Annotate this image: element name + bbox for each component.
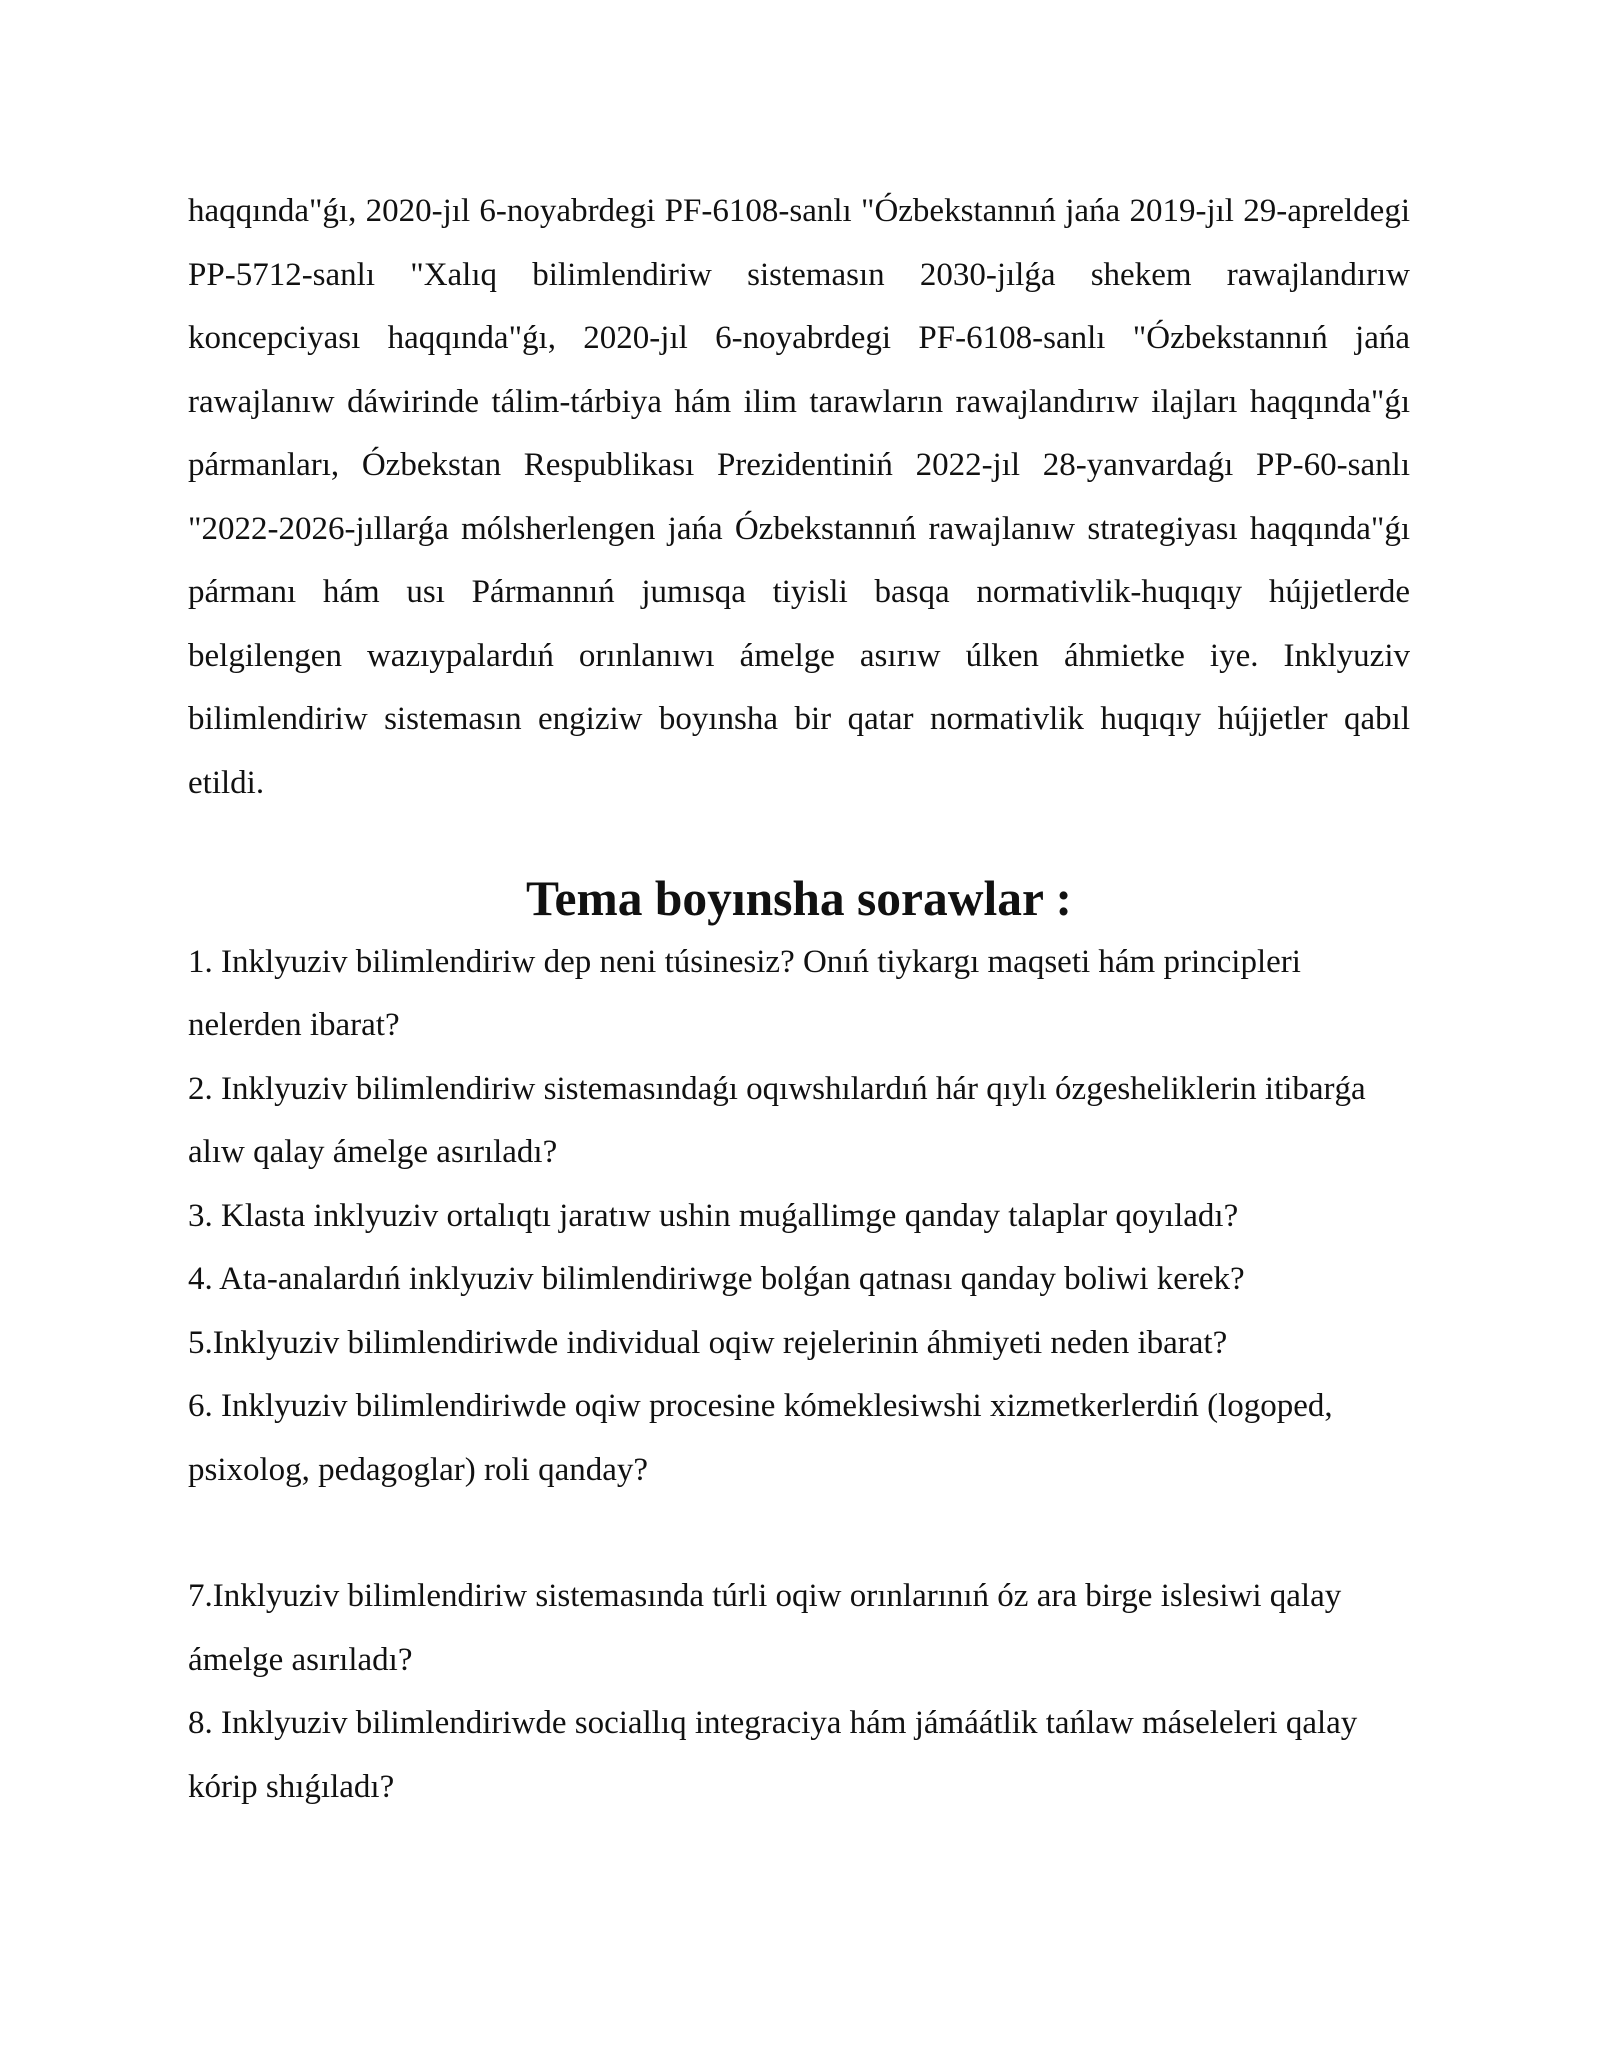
question-item-2: 2. Inklyuziv bilimlendiriw sistemasındaǵı oqıwshılardıń hár qıylı ózgesheliklerin itibarǵa alıw qalay ámelge asırıladı? — [188, 1070, 1366, 1170]
spacer — [188, 815, 1410, 867]
question-item-8: 8. Inklyuziv bilimlendiriwde sociallıq integraciya hám jámáátlik tańlaw máseleleri qalay kórip shıǵıladı? — [188, 1705, 1358, 1805]
questions-heading: Tema boyınsha sorawlar : — [526, 871, 1072, 926]
question-item-1: 1. Inklyuziv bilimlendiriw dep neni túsinesiz? Onıń tiykargı maqseti hám principleri nelerden ibarat? — [188, 943, 1301, 1043]
spacer — [188, 1502, 1410, 1565]
document-page — [188, 180, 1410, 1819]
body-paragraph: haqqında"ǵı, 2020-jıl 6-noyabrdegi PF-6108-sanlı "Ózbekstannıń jańa 2019-jıl 29-apreldegi PP-5712-sanlı "Xalıq bilimlendiriw sistemasın 2030-jılǵa shekem rawajlandırıw koncepciyası haqqında"ǵı, 2020-jıl 6-noyabrdegi PF-6108-sanlı "Ózbekstannıń jańa rawajlanıw dáwirinde tálim-tárbiya hám ilim tarawların rawajlandırıw ilajları haqqında"ǵı pármanları, Ózbekstan Respublikası Prezidentiniń 2022-jıl 28-yanvardaǵı PP-60-sanlı "2022-2026-jıllarǵa mólsherlengen jańa Ózbekstannıń rawajlanıw strategiyası haqqında"ǵı pármanı hám usı Pármannıń jumısqa tiyisli basqa normativlik-huqıqıy hújjetlerde belgilengen wazıypalardıń orınlanıwı ámelge asırıw úlken áhmietke iye. Inklyuziv bilimlendiriw sistemasın engiziw boyınsha bir qatar normativlik huqıqıy hújjetler qabıl etildi. — [188, 193, 1410, 801]
question-item-4: 4. Ata-analardıń inklyuziv bilimlendiriwge bolǵan qatnası qanday boliwi kerek? — [188, 1261, 1245, 1297]
question-item-3: 3. Klasta inklyuziv ortalıqtı jaratıw ushin muǵallimge qanday talaplar qoyıladı? — [188, 1197, 1239, 1234]
question-item-6: 6. Inklyuziv bilimlendiriwde oqiw procesine kómeklesiwshi xizmetkerlerdiń (logoped, psixolog, pedagoglar) roli qanday? — [188, 1388, 1333, 1488]
question-item-5: 5.Inklyuziv bilimlendiriwde individual oqiw rejelerinin áhmiyeti neden ibarat? — [188, 1324, 1228, 1361]
question-item-7: 7.Inklyuziv bilimlendiriw sistemasında túrli oqiw orınlarınıń óz ara birge islesiwi qalay ámelge asırıladı? — [188, 1578, 1342, 1678]
